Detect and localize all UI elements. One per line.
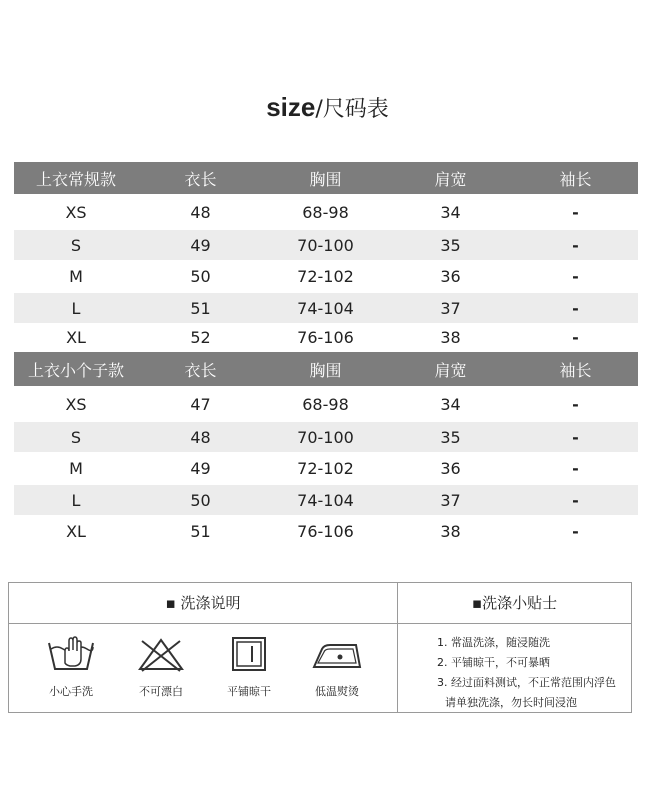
sleeve-cell: - [572,298,579,318]
tip-item: 请单独洗涤，勿长时间浸泡 [445,696,577,709]
care-icon-item [121,635,201,699]
icon-label: 小心手洗 [49,685,93,698]
size-cell: L [71,298,81,318]
table-row [14,452,638,485]
length-cell: 51 [190,521,211,541]
bust-cell: 68-98 [302,394,349,414]
shoulder-cell: 38 [440,521,461,541]
dry-flat-icon [224,635,274,675]
size-cell: S [70,427,82,447]
length-cell: 50 [190,267,211,286]
length-cell: 49 [190,459,211,478]
size-cell: L [71,490,81,510]
sleeve-cell: - [572,235,579,255]
care-icon-item [209,635,289,699]
size-cell: XL [66,521,86,541]
sleeve-cell: - [572,267,579,286]
care-box [8,582,632,713]
header-shoulder: 肩宽 [434,360,467,380]
bust-cell: 76-106 [297,328,354,347]
bust-cell: 70-100 [297,427,354,447]
care-icon-item [31,635,111,699]
care-icon-item [297,635,377,699]
header-sleeve: 袖长 [559,169,592,189]
size-cell: M [69,267,83,286]
shoulder-cell: 36 [440,267,461,286]
size-cell: S [70,235,82,255]
sleeve-cell: - [572,521,579,541]
table-row [14,485,638,515]
header-length: 衣长 [184,169,217,189]
length-cell: 47 [190,394,211,414]
tip-item: 3. 经过面料测试，不正常范围内浮色 [437,676,616,689]
header-sleeve: 袖长 [559,360,592,380]
care-tips-title: ▪洗涤小贴士 [471,594,558,612]
shoulder-cell: 37 [440,490,461,510]
shoulder-cell: 35 [440,235,461,255]
size-cell: XS [65,202,87,222]
shoulder-cell: 34 [440,394,461,414]
icon-label: 不可漂白 [139,685,183,698]
shoulder-cell: 38 [440,328,461,347]
table-row [14,422,638,452]
bust-cell: 70-100 [297,235,354,255]
table-row [14,230,638,260]
header-shoulder: 肩宽 [434,169,467,189]
hand-wash-icon [46,635,96,675]
length-cell: 49 [190,235,211,255]
sleeve-cell: - [572,394,579,414]
icon-label: 平铺晾干 [227,685,271,698]
sleeve-cell: - [572,202,579,222]
bust-cell: 68-98 [302,202,349,222]
table-header [14,352,638,386]
table-row [14,386,638,422]
shoulder-cell: 35 [440,427,461,447]
sleeve-cell: - [572,459,579,478]
size-cell: XL [66,328,86,347]
shoulder-cell: 34 [440,202,461,222]
tip-item: 1. 常温洗涤，随浸随洗 [437,636,550,649]
size-table-petite [14,352,638,547]
length-cell: 52 [190,328,211,347]
title-zh: 尺码表 [322,97,389,122]
table-row [14,515,638,547]
sleeve-cell: - [572,427,579,447]
bust-cell: 74-104 [297,298,354,318]
header-style: 上衣小个子款 [28,360,125,380]
title-separator: / [315,97,323,122]
table-row [14,194,638,230]
length-cell: 48 [190,202,211,222]
length-cell: 48 [190,427,211,447]
care-instructions-title: ▪ 洗涤说明 [165,594,241,612]
sleeve-cell: - [572,328,579,347]
header-length: 衣长 [184,360,217,380]
size-cell: XS [65,394,87,414]
tip-item: 2. 平铺晾干，不可暴晒 [437,656,550,669]
table-header [14,162,638,194]
title-en: size [266,92,316,122]
bust-cell: 76-106 [297,521,354,541]
header-bust: 胸围 [309,360,342,380]
length-cell: 51 [190,298,211,318]
size-table-regular [14,162,638,352]
care-divider-horizontal [9,623,631,624]
shoulder-cell: 36 [440,459,461,478]
bust-cell: 74-104 [297,490,354,510]
table-row [14,260,638,293]
table-row [14,323,638,352]
no-bleach-icon [136,635,186,675]
bust-cell: 72-102 [297,267,354,286]
table-row [14,293,638,323]
low-iron-icon [310,635,364,675]
sleeve-cell: - [572,490,579,510]
shoulder-cell: 37 [440,298,461,318]
icon-label: 低温熨烫 [315,685,359,698]
header-bust: 胸围 [309,169,342,189]
header-style: 上衣常规款 [36,169,117,189]
care-tips-list [437,633,637,713]
page-title [0,92,655,123]
length-cell: 50 [190,490,211,510]
bust-cell: 72-102 [297,459,354,478]
size-cell: M [69,459,83,478]
